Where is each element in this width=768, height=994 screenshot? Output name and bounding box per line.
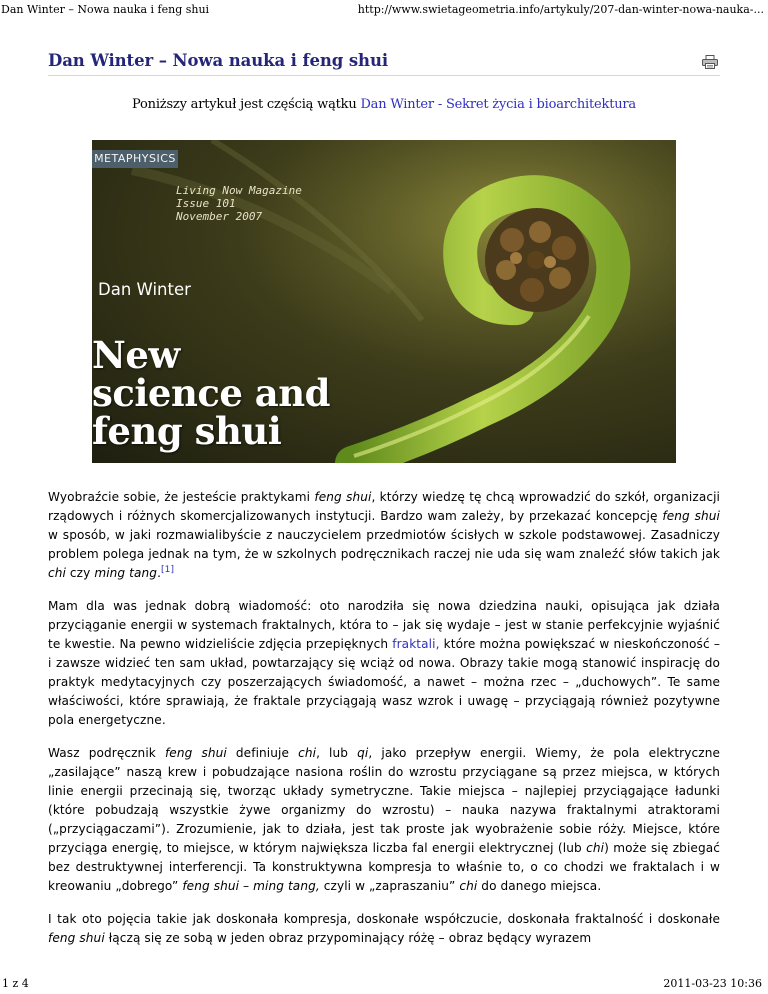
paragraph-1 [48, 488, 720, 583]
print-header [1, 3, 764, 16]
text: czy [65, 566, 95, 580]
hero-magazine-name: Living Now Magazine [176, 184, 302, 197]
article-title: Dan Winter – Nowa nauka i feng shui [48, 51, 389, 70]
text: czyli w „zapraszaniu” [319, 879, 460, 893]
text: Wyobraźcie sobie, że jesteście praktykami [48, 490, 315, 504]
fractals-link[interactable]: fraktali, [392, 637, 440, 651]
printer-icon[interactable] [702, 54, 718, 68]
emphasis: chi [459, 879, 478, 893]
emphasis: feng shui [314, 490, 372, 504]
text: ) może się zbiegać bez destruktywnej interferencji. Ta konstruktywna kompresja to właśnie to, o co chodzi we fraktalach i w kreowaniu „dobrego” [48, 841, 720, 893]
hero-magazine-date: November 2007 [176, 210, 263, 223]
article-title-row [48, 51, 720, 76]
hero-image [92, 140, 676, 463]
hero-headline [92, 333, 331, 453]
text: , którzy wiedzę tę chcą wprowadzić do szkół, organizacji rządowych i różnych skomercjalizowanych instytucji. Bardzo wam zależy, by przekazać koncepcję [48, 490, 720, 523]
text: łączą się ze sobą w jeden obraz przypominający różę – obraz będący wyrazem [104, 931, 592, 945]
emphasis: chi [298, 746, 317, 760]
intro-series-link[interactable]: Dan Winter - Sekret życia i bioarchitektura [360, 97, 636, 112]
text: które można powiększać w nieskończoność – i zawsze widzieć ten sam układ, powtarzający się wciąż od nowa. Obrazy takie mogą stanowić inspirację do praktyk medytacyjnych czy poszerzających świadomość, a nawet – można rzec – „duchowych”. Te same właściwości, które sprawiają, że fraktale przyciągają wasz wzrok i uwagę – przyciągają również pozytywne pola energetyczne. [48, 637, 720, 727]
emphasis: feng shui [182, 879, 240, 893]
footnote-ref-1[interactable]: [1] [161, 565, 175, 575]
text: Wasz podręcznik [48, 746, 165, 760]
text: do danego miejsca. [477, 879, 602, 893]
hero-magazine-info [176, 184, 302, 223]
print-footer [2, 977, 762, 990]
emphasis: feng shui [662, 509, 721, 523]
print-header-url: http://www.swietageometria.info/artykuly/207-dan-winter-nowa-nauka-... [357, 3, 764, 16]
intro-line [0, 97, 768, 112]
article-body [48, 488, 720, 962]
text: I tak oto pojęcia takie jak doskonała kompresja, doskonałe współczucie, doskonała fraktalność i doskonałe [48, 912, 720, 926]
hero-headline-line-2: science and [92, 371, 331, 415]
text: , lub [316, 746, 358, 760]
hero-magazine-issue: Issue 101 [176, 197, 236, 210]
paragraph-3 [48, 744, 720, 896]
hero-author: Dan Winter [98, 280, 191, 299]
paragraph-2 [48, 597, 720, 730]
paragraph-4 [48, 910, 720, 948]
hero-headline-line-3: feng shui [92, 409, 282, 453]
text: , jako przepływ energii. Wiemy, że pola elektryczne „zasilające” naszą krew i pobudzające nasiona roślin do wzrostu przyciągane są przez miejsca, w których linie energii przecinają się, tworząc układy symetryczne. Takie miejsca – najlepiej przyciągające ładunki (które pobudzają wszystkie żywe organizmy do wzrostu) – nauka nazywa fraktalnymi atraktorami („przyciągaczami”). Zrozumienie, jak to działa, jest tak proste jak wyobrażenie sobie róży. Miejsce, które przyciąga energię, to miejsce, w którym największa liczba fal energii elektrycznej (lub [48, 746, 721, 855]
intro-text: Poniższy artykuł jest częścią wątku [132, 97, 361, 112]
text: w sposób, w jaki rozmawialibyście z nauczycielem przedmiotów ścisłych w szkole podstawowej. Zasadniczy problem polega jednak na tym, że w szkolnych podręcznikach raczej nie uda się wam znaleźć słów takich jak [48, 528, 720, 561]
emphasis: feng shui [164, 746, 227, 760]
emphasis: ming tang [94, 566, 158, 580]
text: Mam dla was jednak dobrą wiadomość: oto narodziła się nowa dziedzina nauki, opisująca jak działa przyciąganie energii w systemach fraktalnych, która to – jak się wydaje – jest w stanie perfekcyjnie wyjaśnić te kwestie. Na pewno widzieliście zdjęcia przepięknych [48, 599, 720, 651]
print-timestamp: 2011-03-23 10:36 [663, 977, 762, 990]
emphasis: qi [357, 746, 369, 760]
print-header-title: Dan Winter – Nowa nauka i feng shui [1, 3, 210, 16]
text: . [157, 566, 162, 580]
page-counter: 1 z 4 [2, 977, 29, 990]
emphasis: feng shui [48, 931, 105, 945]
hero-section-tag: METAPHYSICS [92, 150, 178, 168]
text: definiuje [226, 746, 299, 760]
hero-headline-line-1: New [92, 333, 180, 377]
emphasis: chi [48, 566, 66, 580]
emphasis: chi [586, 841, 605, 855]
text: – [239, 879, 254, 893]
emphasis: ming tang, [253, 879, 320, 893]
